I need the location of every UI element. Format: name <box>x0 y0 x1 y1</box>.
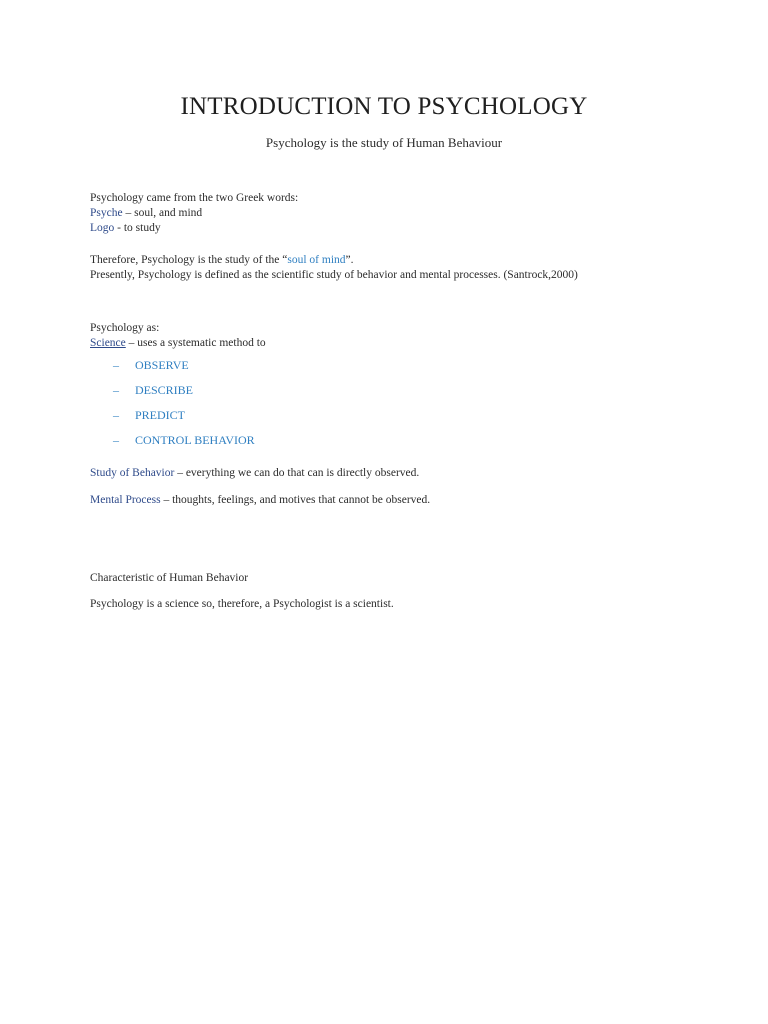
dash-bullet: – <box>113 383 119 397</box>
presently-line: Presently, Psychology is defined as the scientific study of behavior and mental processes. (Santrock,2000) <box>90 269 578 281</box>
mental-process-term: Mental Process <box>90 494 161 506</box>
bullet-text: CONTROL BEHAVIOR <box>135 433 255 447</box>
document-title: INTRODUCTION TO PSYCHOLOGY <box>180 93 588 120</box>
study-of-behavior-term: Study of Behavior <box>90 467 175 479</box>
therefore-prefix: Therefore, Psychology is the study of the “ <box>90 254 288 266</box>
psyche-term: Psyche <box>90 207 123 219</box>
soul-of-mind-term: soul of mind <box>287 254 346 266</box>
bullet-item <box>113 383 193 398</box>
bullet-item <box>113 358 189 373</box>
therefore-line <box>90 253 354 268</box>
bullet-text: OBSERVE <box>135 358 189 372</box>
logo-definition: - to study <box>114 222 161 234</box>
scientist-line: Psychology is a science so, therefore, a Psychologist is a scientist. <box>90 598 394 610</box>
bullet-text: DESCRIBE <box>135 383 194 397</box>
therefore-suffix: ”. <box>345 254 354 266</box>
greek-words-intro: Psychology came from the two Greek words: <box>90 192 299 204</box>
study-of-behavior-line <box>90 466 419 481</box>
bullet-text: PREDICT <box>135 408 186 422</box>
science-definition: – uses a systematic method to <box>125 337 266 349</box>
characteristic-heading: Characteristic of Human Behavior <box>90 572 249 584</box>
document-subtitle: Psychology is the study of Human Behaviour <box>265 135 503 150</box>
bullet-item <box>113 408 185 423</box>
psyche-line <box>90 206 202 221</box>
dash-bullet: – <box>113 408 119 422</box>
mental-process-definition: – thoughts, feelings, and motives that cannot be observed. <box>160 494 431 506</box>
logo-term: Logo <box>90 222 115 234</box>
psyche-definition: – soul, and mind <box>122 207 203 219</box>
study-of-behavior-definition: – everything we can do that can is directly observed. <box>174 467 420 479</box>
science-term: Science <box>90 337 126 349</box>
mental-process-line <box>90 493 430 508</box>
logo-line <box>90 221 161 236</box>
bullet-item <box>113 433 255 448</box>
science-line <box>90 336 266 351</box>
psychology-as-line: Psychology as: <box>90 322 160 334</box>
dash-bullet: – <box>113 358 119 372</box>
dash-bullet: – <box>113 433 119 447</box>
